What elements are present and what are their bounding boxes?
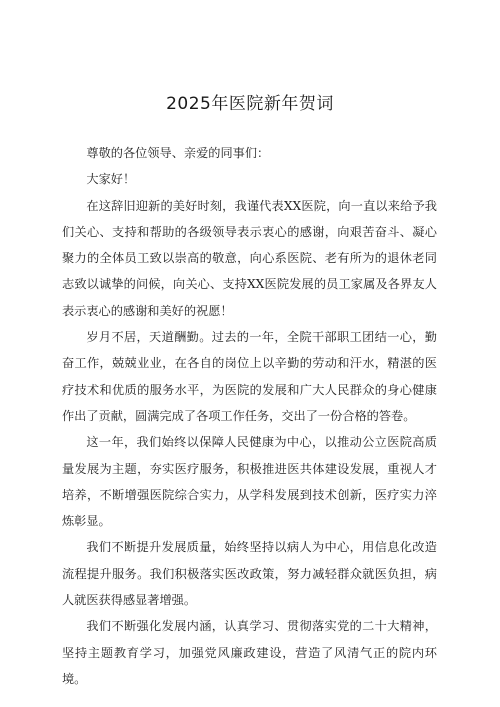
salutation-line: 大家好！ [86, 172, 136, 187]
paragraph-review: 岁月不居，天道酬勤。过去的一年，全院干部职工团结一心，勤奋工作，兢兢业业，在各自的岗位上以辛勤的劳动和汗水，精湛的医疗技术和优质的服务水平，为医院的发展和广大人民群众的身心健康作出了贡献，圆满完成了各项工作任务，交出了一份合格的答卷。 [62, 330, 437, 423]
page-title: 2025年医院新年贺词 [166, 94, 334, 114]
greeting-line: 尊敬的各位领导、亲爱的同事们： [86, 146, 270, 160]
paragraph-achievements: 这一年，我们始终以保障人民健康为中心，以推动公立医院高质量发展为主题，夯实医疗服务，积极推进医共体建设发展，重视人才培养，不断增强医院综合实力，从学科发展到技术创新，医疗实力淬炼彰显。 [62, 435, 437, 529]
paragraph-quality: 我们不断提升发展质量，始终坚持以病人为中心，用信息化改造流程提升服务。我们积极落实医改政策，努力减轻群众就医负担，病人就医获得感显著增强。 [62, 540, 437, 608]
document-body [62, 140, 437, 692]
paragraph-connotation: 我们不断强化发展内涵，认真学习、贯彻落实党的二十大精神，坚持主题教育学习，加强党风廉政建设，营造了风清气正的院内环境。 [62, 619, 437, 686]
paragraph-thanks: 在这辞旧迎新的美好时刻，我谨代表XX医院，向一直以来给予我们关心、支持和帮助的各级领导表示衷心的感谢，向艰苦奋斗、凝心聚力的全体员工致以崇高的敬意，向心系医院、老有所为的退休老同志致以诚挚的问候，向关心、支持XX医院发展的员工家属及各界友人表示衷心的感谢和美好的祝愿！ [62, 198, 437, 318]
